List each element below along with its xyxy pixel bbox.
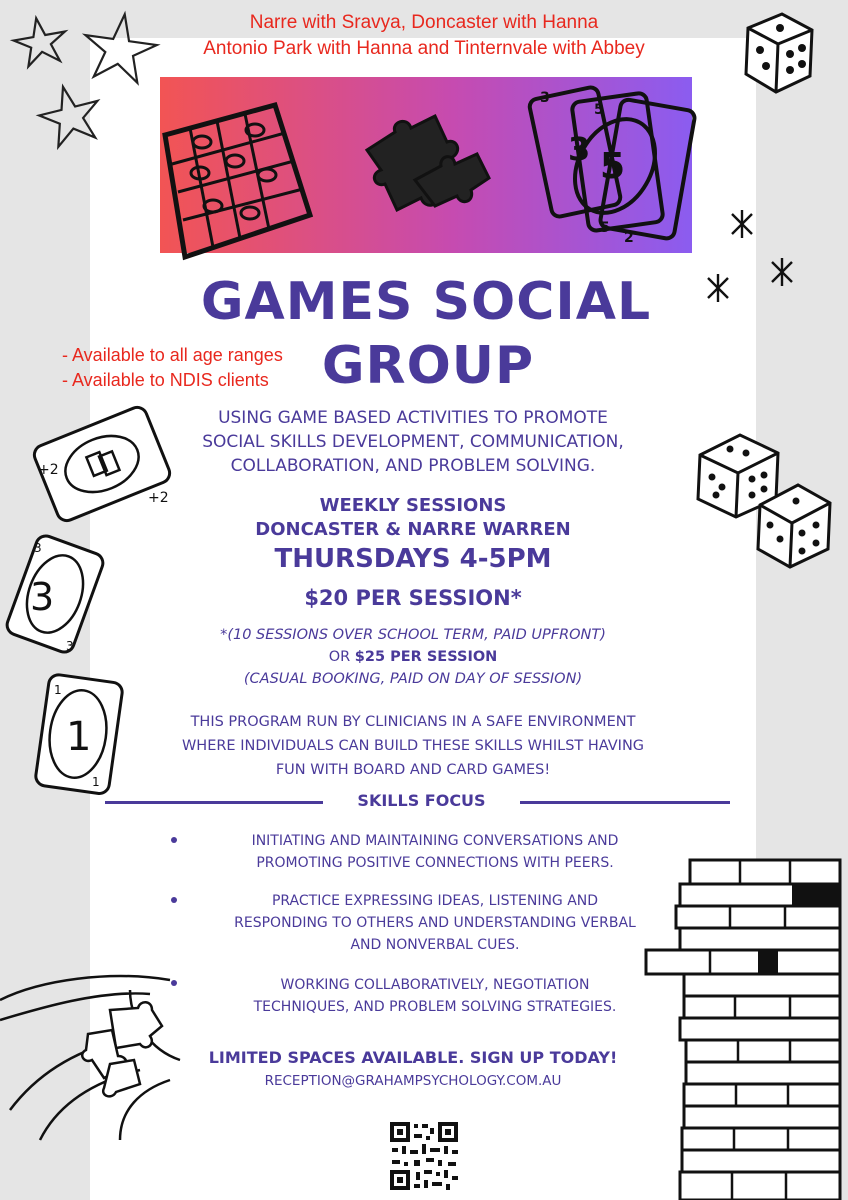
hands-puzzle-icon <box>0 960 220 1140</box>
cta-email[interactable]: RECEPTION@GRAHAMPSYCHOLOGY.COM.AU <box>264 1073 562 1089</box>
card-corner-bottom2: 2 <box>624 230 634 246</box>
draw-two-card-icon <box>28 412 178 522</box>
dice-icon <box>740 8 820 98</box>
skill-1-line-2: PROMOTING POSITIVE CONNECTIONS WITH PEERS. <box>256 855 614 871</box>
board-game-icon <box>145 95 325 265</box>
weekly-sessions: WEEKLY SESSIONS <box>319 495 507 516</box>
skill-2-line-3: AND NONVERBAL CUES. <box>350 937 520 953</box>
card-a-corner-2: +2 <box>148 490 169 506</box>
qr-code-icon[interactable] <box>388 1120 460 1192</box>
session-time: THURSDAYS 4-5PM <box>274 544 552 574</box>
intro-line-2: SOCIAL SKILLS DEVELOPMENT, COMMUNICATION, <box>202 432 624 452</box>
cta-headline: LIMITED SPACES AVAILABLE. SIGN UP TODAY! <box>208 1048 618 1067</box>
skill-bullet-2 <box>171 897 177 903</box>
session-locations: DONCASTER & NARRE WARREN <box>255 519 571 540</box>
session-note: *(10 SESSIONS OVER SCHOOL TERM, PAID UPFRONT) <box>220 627 606 643</box>
header-line-1: Narre with Sravya, Doncaster with Hanna <box>249 12 599 33</box>
program-line-1: THIS PROGRAM RUN BY CLINICIANS IN A SAFE ENVIRONMENT <box>190 714 636 730</box>
casual-note: (CASUAL BOOKING, PAID ON DAY OF SESSION) <box>243 671 583 687</box>
intro-line-3: COLLABORATION, AND PROBLEM SOLVING. <box>230 456 596 476</box>
card-stack-icon <box>520 82 705 252</box>
skills-divider-right <box>520 801 730 804</box>
availability-ndis: - Available to NDIS clients <box>62 370 269 390</box>
session-price: $20 PER SESSION* <box>304 586 522 610</box>
skill-bullet-1 <box>171 837 177 843</box>
skill-2-line-1: PRACTICE EXPRESSING IDEAS, LISTENING AND <box>271 893 599 909</box>
program-line-2: WHERE INDIVIDUALS CAN BUILD THESE SKILLS WHILST HAVING <box>181 738 645 754</box>
jenga-tower-icon <box>640 850 848 1200</box>
card-middle-number: 3 <box>568 130 591 168</box>
intro-line-1: USING GAME BASED ACTIVITIES TO PROMOTE <box>218 408 608 428</box>
skill-3-line-2: TECHNIQUES, AND PROBLEM SOLVING STRATEGIES. <box>253 999 617 1015</box>
number-three-card-icon <box>0 528 110 658</box>
card-b-corner: 3 <box>34 541 42 555</box>
card-corner-top2: 5 <box>594 102 604 118</box>
card-c-corner-2: 1 <box>92 775 100 789</box>
card-b-number: 3 <box>30 575 55 619</box>
card-a-corner: +2 <box>38 462 59 478</box>
card-front-number: 5 <box>600 146 626 187</box>
casual-line <box>88 646 738 668</box>
card-corner-bottom: 5 <box>600 220 610 236</box>
skill-3-line-1: WORKING COLLABORATIVELY, NEGOTIATION <box>280 977 590 993</box>
dice-pair-icon <box>690 425 840 570</box>
skill-1-line-1: INITIATING AND MAINTAINING CONVERSATIONS AND <box>251 833 619 849</box>
card-b-corner-2: 3 <box>66 639 74 653</box>
or-prefix: OR <box>328 649 355 665</box>
card-c-corner: 1 <box>54 683 62 697</box>
skill-item-1 <box>185 830 685 874</box>
program-line-3: FUN WITH BOARD AND CARD GAMES! <box>275 762 551 778</box>
card-corner-top: 3 <box>540 90 550 106</box>
card-c-number: 1 <box>66 714 92 760</box>
skill-2-line-2: RESPONDING TO OTHERS AND UNDERSTANDING VERBAL <box>234 915 636 931</box>
title-line-2: GROUP <box>321 336 535 396</box>
skill-item-2 <box>185 890 685 956</box>
number-one-card-icon <box>18 664 138 804</box>
header-line-2: Antonio Park with Hanna and Tinternvale with Abbey <box>203 38 645 59</box>
skills-heading: SKILLS FOCUS <box>357 791 486 810</box>
puzzle-pieces-icon <box>355 110 495 230</box>
skill-item-3 <box>185 974 685 1018</box>
availability-age: - Available to all age ranges <box>62 345 283 365</box>
casual-price: $25 PER SESSION <box>354 649 498 665</box>
title-line-1: GAMES SOCIAL <box>200 272 652 332</box>
